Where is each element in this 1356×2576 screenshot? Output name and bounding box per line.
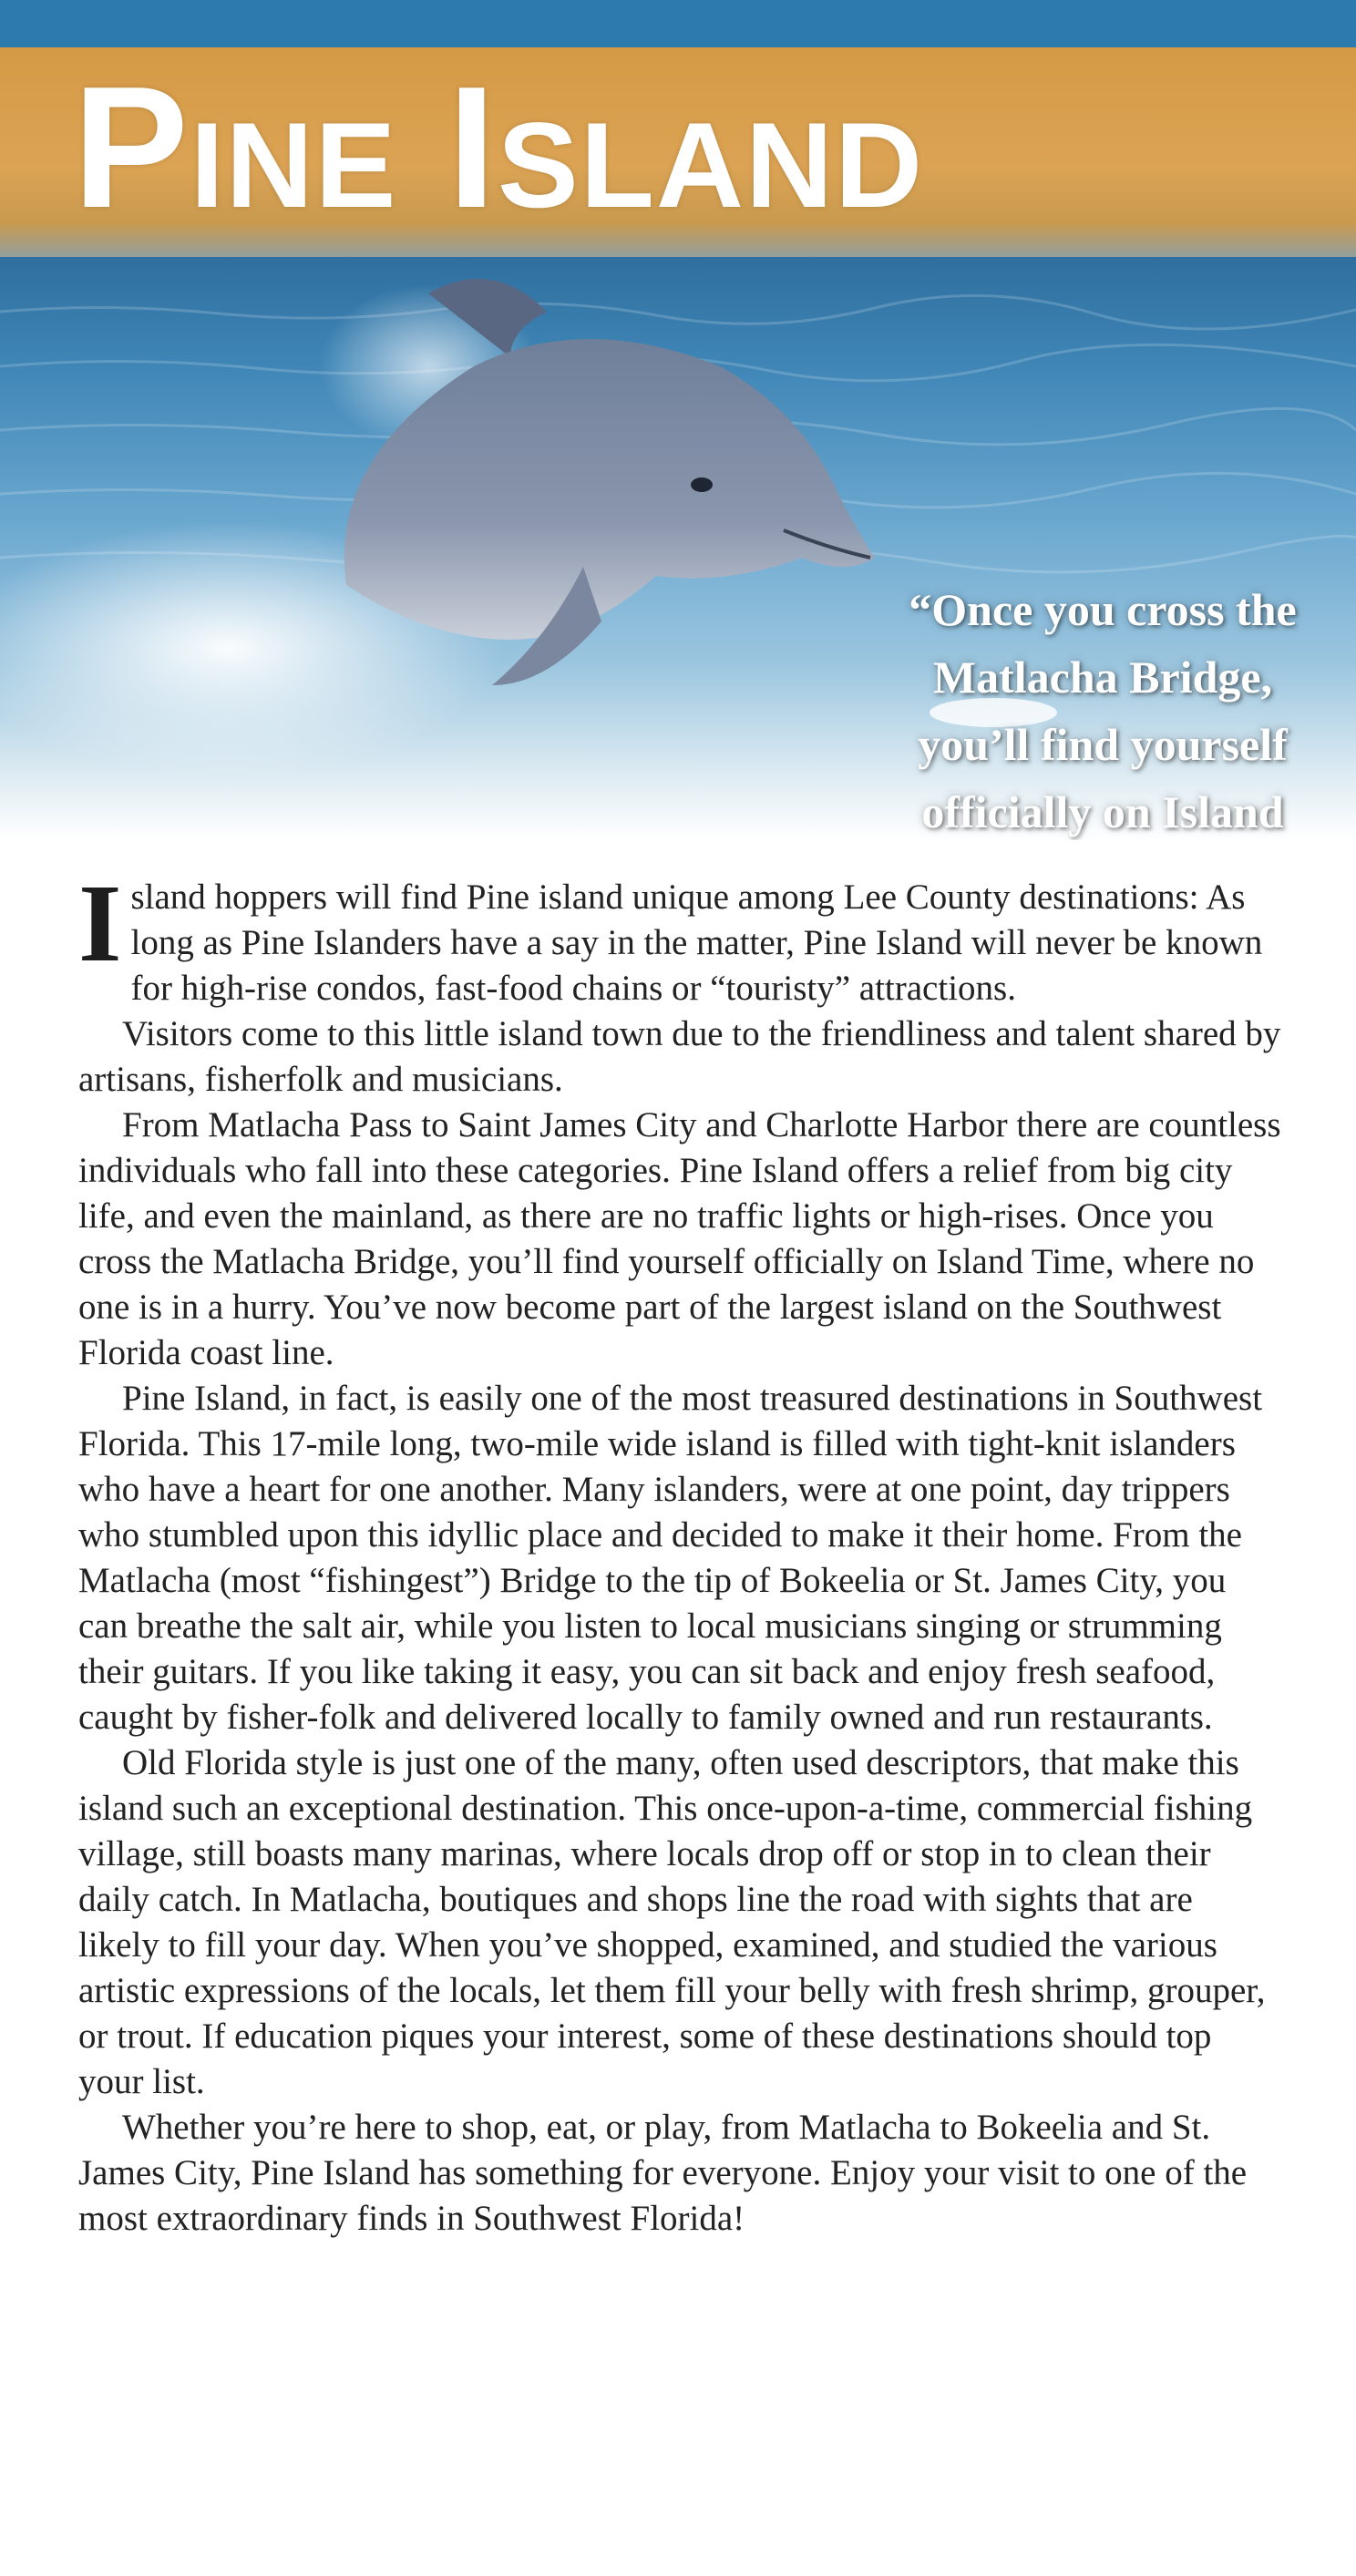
hero-photo [0,257,1356,840]
first-paragraph-text: sland hoppers will find Pine island unique among Lee County destinations: As long as Pine Islanders have a say in the matter, Pine Island will never be known for high-rise condos, fast-food chains or “touristy” attractions. [130,877,1263,1008]
drop-cap: I [78,862,122,985]
article-paragraph [78,862,1281,1011]
article-paragraph: Old Florida style is just one of the many, often used descriptors, that make this island such an exceptional destination. This once-upon-a-time, commercial fishing village, still boasts many marinas, where locals drop off or stop in to clean their daily catch. In Matlacha, boutiques and shops line the road with sights that are likely to fill your day. When you’ve shopped, examined, and studied the various artistic expressions of the locals, let them fill your belly with fresh shrimp, grouper, or trout. If education piques your interest, some of these destinations should top your list. [78,1743,1266,2101]
article-paragraph: Whether you’re here to shop, eat, or play, from Matlacha to Bokeelia and St. James City, Pine Island has something for everyone. Enjoy your visit to one of the most extraordinary finds in Southwest Florida! [78,2108,1248,2238]
article-paragraph: From Matlacha Pass to Saint James City and Charlotte Harbor there are countless individuals who fall into these categories. Pine Island offers a relief from big city life, and even the mainland, as there are no traffic lights or high-rises. Once you cross the Matlacha Bridge, you’ll find yourself officially on Island Time, where no one is in a hurry. You’ve now become part of the largest island on the Southwest Florida coast line. [78,1105,1281,1372]
top-color-bar [0,0,1356,47]
pull-quote: “Once you cross the Matlacha Bridge, you’ll find yourself officially on Island [909,584,1297,837]
article-paragraph: Pine Island, in fact, is easily one of the most treasured destinations in Southwest Florida. This 17-mile long, two-mile wide island is filled with tight-knit islanders who have a heart for one another. Many islanders, were at one point, day trippers who stumbled upon this idyllic place and decided to make it their home. From the Matlacha (most “fishingest”) Bridge to the tip of Bokeelia or St. James City, you can breathe the salt air, while you listen to local musicians singing or strumming their guitars. If you like taking it easy, you can sit back and enjoy fresh seafood, caught by fisher-folk and delivered locally to family owned and run restaurants. [78,1379,1263,1737]
article-body [78,862,1281,2242]
page-title: Pine Island [73,51,925,244]
article-paragraph: Visitors come to this little island town due to the friendliness and talent shared by artisans, fisherfolk and musicians. [78,1014,1281,1099]
